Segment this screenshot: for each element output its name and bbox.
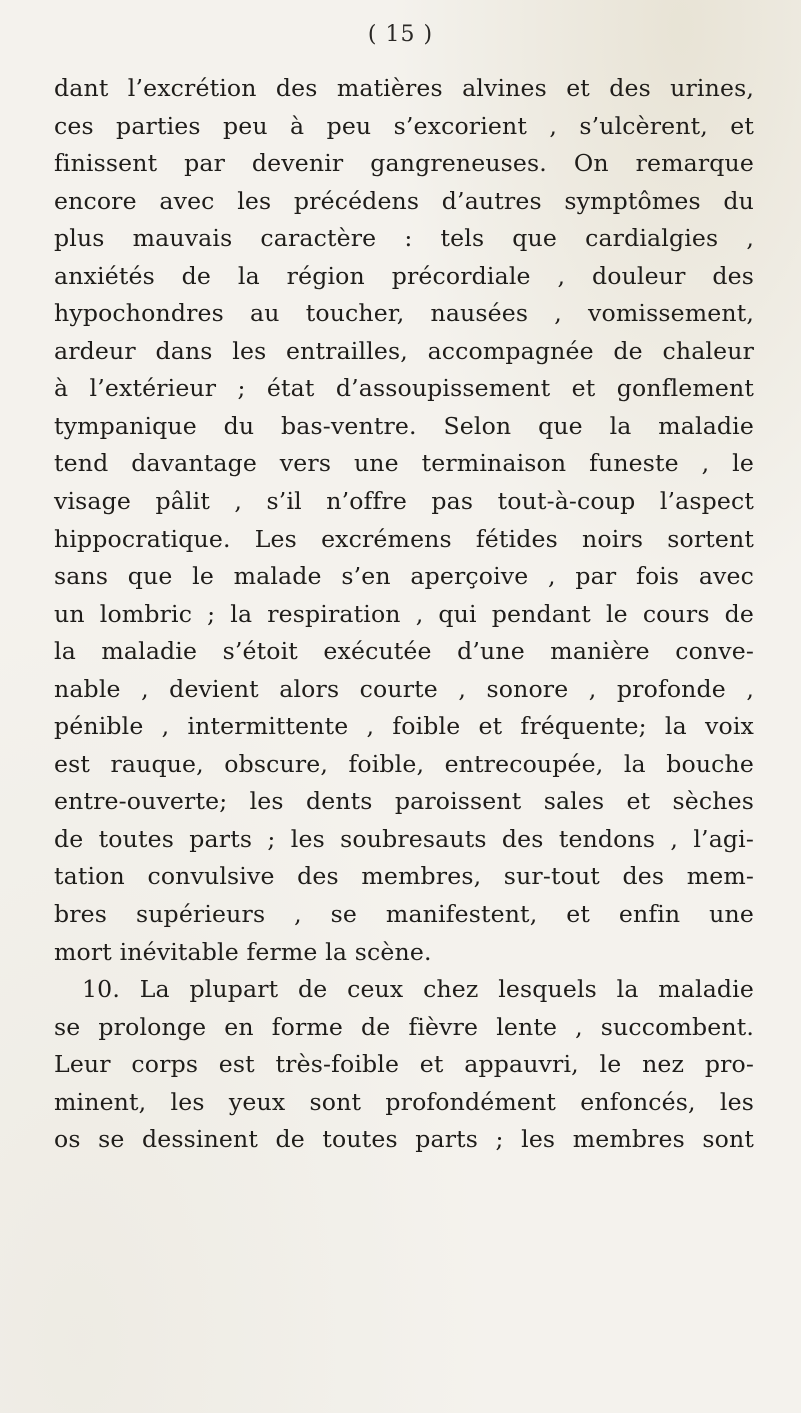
text-line: est rauque, obscure, foible, entrecoupée, la bouche	[54, 749, 754, 778]
text-line: ces parties peu à peu s’excorient , s’ulcèrent, et	[54, 111, 754, 140]
text-line: sans que le malade s’en aperçoive , par fois avec	[54, 562, 754, 591]
text-line: encore avec les précédens d’autres symptômes du	[54, 186, 754, 215]
text-line: finissent par devenir gangreneuses. On remarque	[54, 149, 754, 178]
text-line: anxiétés de la région précordiale , douleur des	[54, 261, 754, 290]
text-line: 10. La plupart de ceux chez lesquels la maladie	[82, 975, 754, 1004]
text-line: bres supérieurs , se manifestent, et enfin une	[54, 900, 754, 929]
text-line: entre-ouverte; les dents paroissent sales et sèches	[54, 787, 754, 816]
text-line: mort inévitable ferme la scène.	[54, 937, 432, 966]
text-line: un lombric ; la respiration , qui pendant le cours de	[54, 599, 754, 628]
text-line: tation convulsive des membres, sur-tout des mem-	[54, 862, 754, 891]
text-line: visage pâlit , s’il n’offre pas tout-à-coup l’aspect	[54, 487, 754, 516]
body-text	[54, 70, 754, 1159]
page-number: ( 15 )	[367, 22, 434, 47]
text-line: Leur corps est très-foible et appauvri, le nez pro-	[54, 1050, 754, 1079]
text-line: pénible , intermittente , foible et fréquente; la voix	[54, 712, 754, 741]
text-line: hippocratique. Les excrémens fétides noirs sortent	[54, 524, 754, 553]
text-line: tympanique du bas-ventre. Selon que la maladie	[54, 411, 754, 440]
text-line: dant l’excrétion des matières alvines et des urines,	[54, 74, 754, 102]
text-line: à l’extérieur ; état d’assoupissement et gonflement	[54, 374, 754, 403]
text-line: tend davantage vers une terminaison funeste , le	[54, 449, 754, 478]
text-line: de toutes parts ; les soubresauts des tendons , l’agi-	[54, 824, 754, 853]
text-line: ardeur dans les entrailles, accompagnée de chaleur	[54, 336, 754, 365]
text-line: se prolonge en forme de fièvre lente , succombent.	[54, 1012, 754, 1041]
text-line: plus mauvais caractère : tels que cardialgies ,	[54, 224, 754, 253]
text-line: la maladie s’étoit exécutée d’une manière conve-	[54, 637, 754, 666]
text-line: nable , devient alors courte , sonore , profonde ,	[54, 674, 754, 703]
text-line: hypochondres au toucher, nausées , vomissement,	[54, 299, 754, 328]
text-line: minent, les yeux sont profondément enfoncés, les	[54, 1087, 754, 1116]
text-line: os se dessinent de toutes parts ; les membres sont	[54, 1125, 754, 1154]
